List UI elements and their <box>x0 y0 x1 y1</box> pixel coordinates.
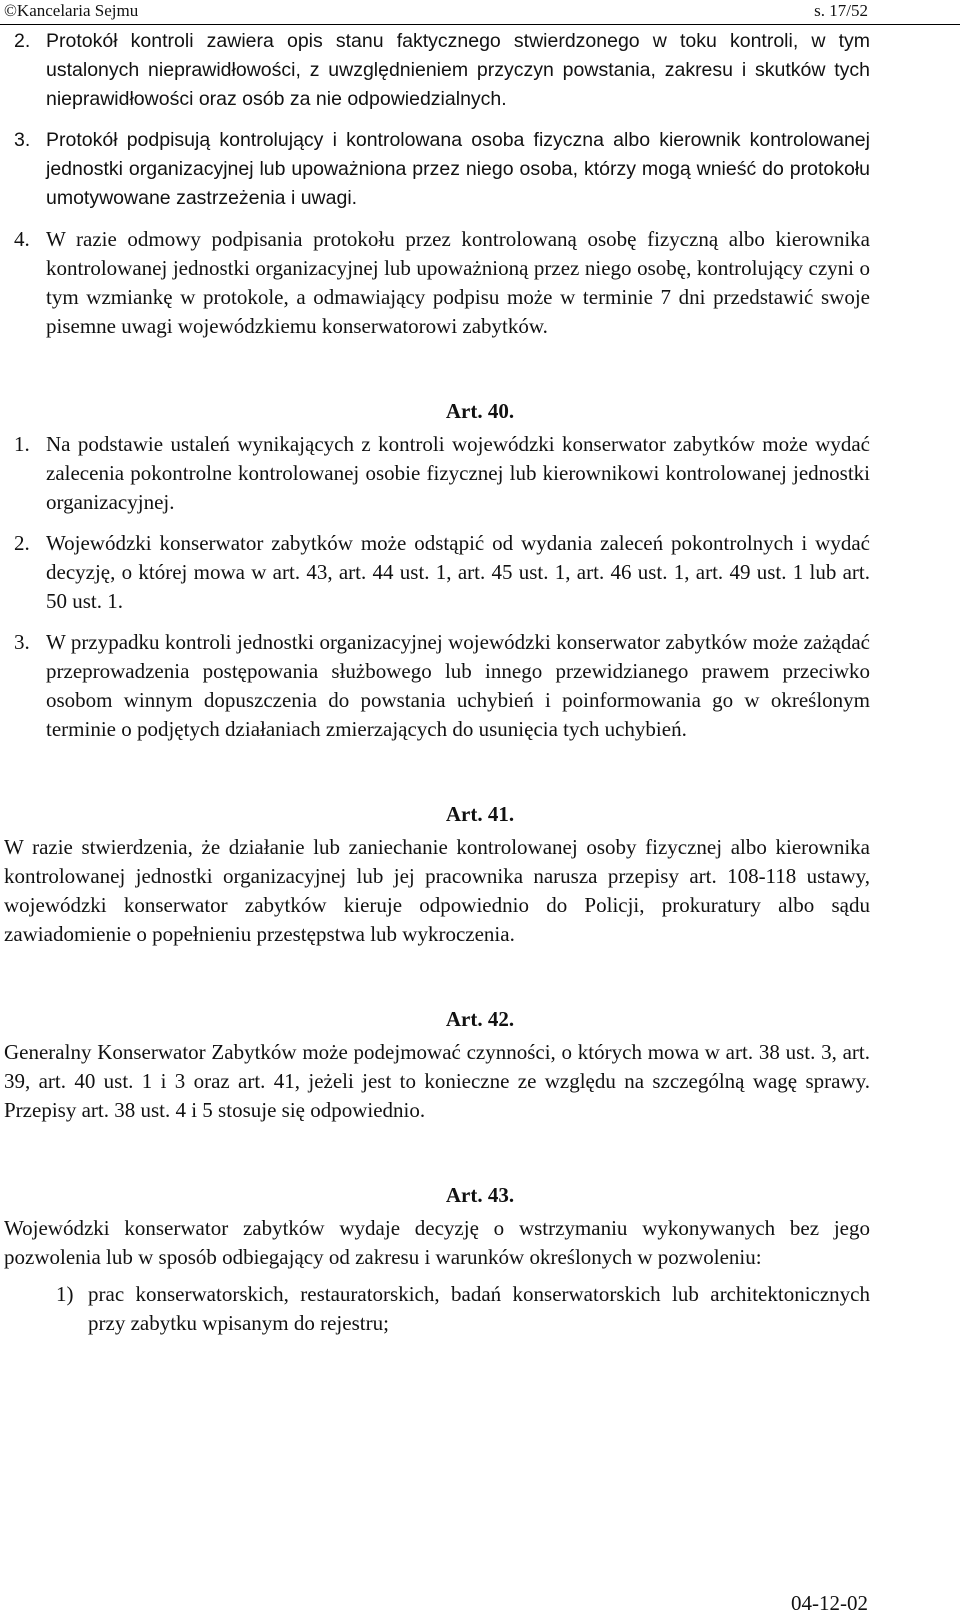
art40-paragraph-3 <box>0 628 960 744</box>
article-43-title: Art. 43. <box>445 1183 515 1207</box>
page-header <box>0 0 960 25</box>
paragraph-text: Wojewódzki konserwator zabytków może odstąpić od wydania zaleceń pokontrolnych i wydać decyzję, o której mowa w art. 43, art. 44 ust. 1, art. 45 ust. 1, art. 46 ust. 1, art. 49 ust. 1 lub art. 50 ust. 1. <box>46 531 870 613</box>
article-41-title: Art. 41. <box>445 802 515 826</box>
article-40-title: Art. 40. <box>445 399 515 423</box>
paragraph-text: Protokół podpisują kontrolujący i kontrolowana osoba fizyczna albo kierownik kontrolowanej jednostki organizacyjnej lub upoważniona przez niego osoba, którzy mogą wnieść do protokołu umotywowane zastrzeżenia i uwagi. <box>46 129 870 209</box>
art40-paragraph-1 <box>0 430 960 517</box>
art41-text: W razie stwierdzenia, że działanie lub zaniechanie kontrolowanej osoby fizycznej albo kierownika kontrolowanej jednostki organizacyjnej lub jej pracownika narusza przepisy art. 108-118 ustawy, wojewódzki konserwator zabytków kieruje odpowiednio do Policji, prokuratury albo sądu zawiadomienie o popełnieniu przestępstwa lub wykroczenia. <box>4 835 870 946</box>
paragraph-number: 3. <box>14 129 31 151</box>
paragraph-text: W razie odmowy podpisania protokołu przez kontrolowaną osobę fizyczną albo kierownika kontrolowanej jednostki organizacyjnej lub upoważnioną przez niego osobę, kontrolujący czyni o tym wzmiankę w protokole, a odmawiający podpisu może w terminie 7 dni przedstawić swoje pisemne uwagi wojewódzkiemu konserwatorowi zabytków. <box>46 227 870 338</box>
paragraph-3 <box>0 126 960 213</box>
header-page-number: s. 17/52 <box>814 1 868 20</box>
art43-item-1 <box>0 1280 960 1338</box>
paragraph-4 <box>0 225 960 341</box>
paragraph-number: 2. <box>14 531 30 555</box>
paragraph-text: Na podstawie ustaleń wynikających z kontroli wojewódzki konserwator zabytków może wydać zalecenia pokontrolne kontrolowanej osobie fizycznej lub kierownikowi kontrolowanej jednostki organizacyjnej. <box>46 432 870 514</box>
art40-paragraph-2 <box>0 529 960 616</box>
article-42-title: Art. 42. <box>445 1007 515 1031</box>
document-content <box>0 27 960 1338</box>
paragraph-number: 1. <box>14 432 30 456</box>
paragraph-number: 2. <box>14 30 31 52</box>
paragraph-number: 4. <box>14 227 30 251</box>
paragraph-2 <box>0 27 960 114</box>
list-item-number: 1) <box>56 1282 74 1306</box>
art42-text: Generalny Konserwator Zabytków może podejmować czynności, o których mowa w art. 38 ust. 3, art. 39, art. 40 ust. 1 i 3 oraz art. 41, jeżeli jest to konieczne ze względu na szczególną wagę sprawy. Przepisy art. 38 ust. 4 i 5 stosuje się odpowiednio. <box>4 1040 870 1122</box>
footer-code: 04-12-02 <box>791 1591 868 1615</box>
list-item-text: prac konserwatorskich, restauratorskich, badań konserwatorskich lub architektonicznych przy zabytku wpisanym do rejestru; <box>88 1282 870 1335</box>
paragraph-text: Protokół kontroli zawiera opis stanu faktycznego stwierdzonego w toku kontroli, w tym ustalonych nieprawidłowości, z uwzględnieniem przyczyn powstania, zakresu i skutków tych nieprawidłowości oraz osób za nie odpowiedzialnych. <box>46 30 870 110</box>
paragraph-text: W przypadku kontroli jednostki organizacyjnej wojewódzki konserwator zabytków może zażądać przeprowadzenia postępowania służbowego lub innego przewidzianego prawem przeciwko osobom winnym dopuszczenia do powstania uchybień i poinformowania go w określonym terminie o podjętych działaniach zmierzających do usunięcia tych uchybień. <box>46 630 870 741</box>
art43-text: Wojewódzki konserwator zabytków wydaje decyzję o wstrzymaniu wykonywanych bez jego pozwolenia lub w sposób odbiegający od zakresu i warunków określonych w pozwoleniu: <box>4 1216 870 1269</box>
header-copyright: ©Kancelaria Sejmu <box>4 1 139 20</box>
paragraph-number: 3. <box>14 630 30 654</box>
